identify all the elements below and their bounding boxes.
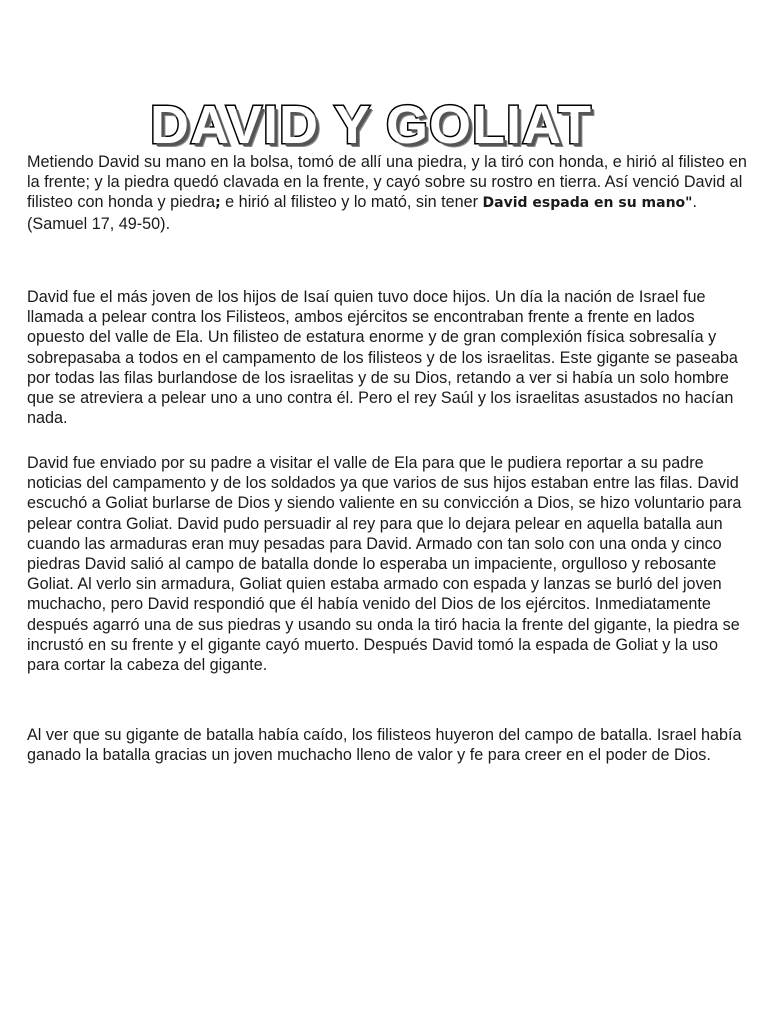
paragraph-intro: David fue el más joven de los hijos de Isaí quien tuvo doce hijos. Un día la nación de Israel fue llamada a pelear contra los Filisteos, ambos ejércitos se encontraban frente a frente en lados opuesto del valle de Ela. Un filisteo de estatura enorme y de gran complexión física sobresalía y sobrepasaba a todos en el campamento de los filisteos y de los israelitas. Este gigante se paseaba por todas las filas burlandose de los israelitas y de su Dios, retando a ver si había un solo hombre que se atreviera a pelear uno a uno contra él. Pero el rey Saúl y los israelitas asustados no hacían nada. (27, 288, 738, 428)
quote-bold-text: David espada en su mano" (482, 195, 693, 212)
paragraph-battle: David fue enviado por su padre a visitar el valle de Ela para que le pudiera reportar a su padre noticias del campamento y de los soldados ya que varios de sus hijos estaban entre las filas. David escuchó a Goliat burlarse de Dios y siendo valiente en su convicción a Dios, se hizo voluntario para pelear contra Goliat. David pudo persuadir al rey para que lo dejara pelear en aquella batalla aun cuando las armaduras eran muy pesadas para David. Armado con tan solo con una onda y cinco piedras David salió al campo de batalla donde lo esperaba un impaciente, orgulloso y rebosante Goliat. Al verlo sin armadura, Goliat quien estaba armado con espada y lanzas se burló del joven muchacho, pero David respondió que él había venido del Dios de los ejércitos. Inmediatamente después agarró una de sus piedras y usando su onda la tiró hacia la frente del gigante, la piedra se incrustó en su frente y el gigante cayó muerto. Después David tomó la espada de Goliat y la uso para cortar la cabeza del gigante. (27, 454, 742, 675)
quote-citation: . (Samuel 17, 49-50). (27, 193, 697, 233)
document-title: DAVID Y GOLIAT (149, 95, 593, 156)
paragraph-conclusion: Al ver que su gigante de batalla había caído, los filisteos huyeron del campo de batalla. Israel había ganado la batalla gracias un joven muchacho lleno de valor y fe para creer en el poder de Dios. (27, 726, 742, 765)
quote-text-a: Metiendo David su mano en la bolsa, tomó de allí una piedra, y la tiró con honda, e hirió al filisteo en la frente; y la piedra quedó clavada en la frente, y cayó sobre su rostro en tierra. Así venció David al filisteo con honda y piedra (27, 153, 747, 212)
quote-text-b: e hirió al filisteo y lo mató, sin tener (220, 193, 483, 212)
quote-semicolon: ; (215, 195, 221, 212)
quote-paragraph (27, 152, 749, 234)
